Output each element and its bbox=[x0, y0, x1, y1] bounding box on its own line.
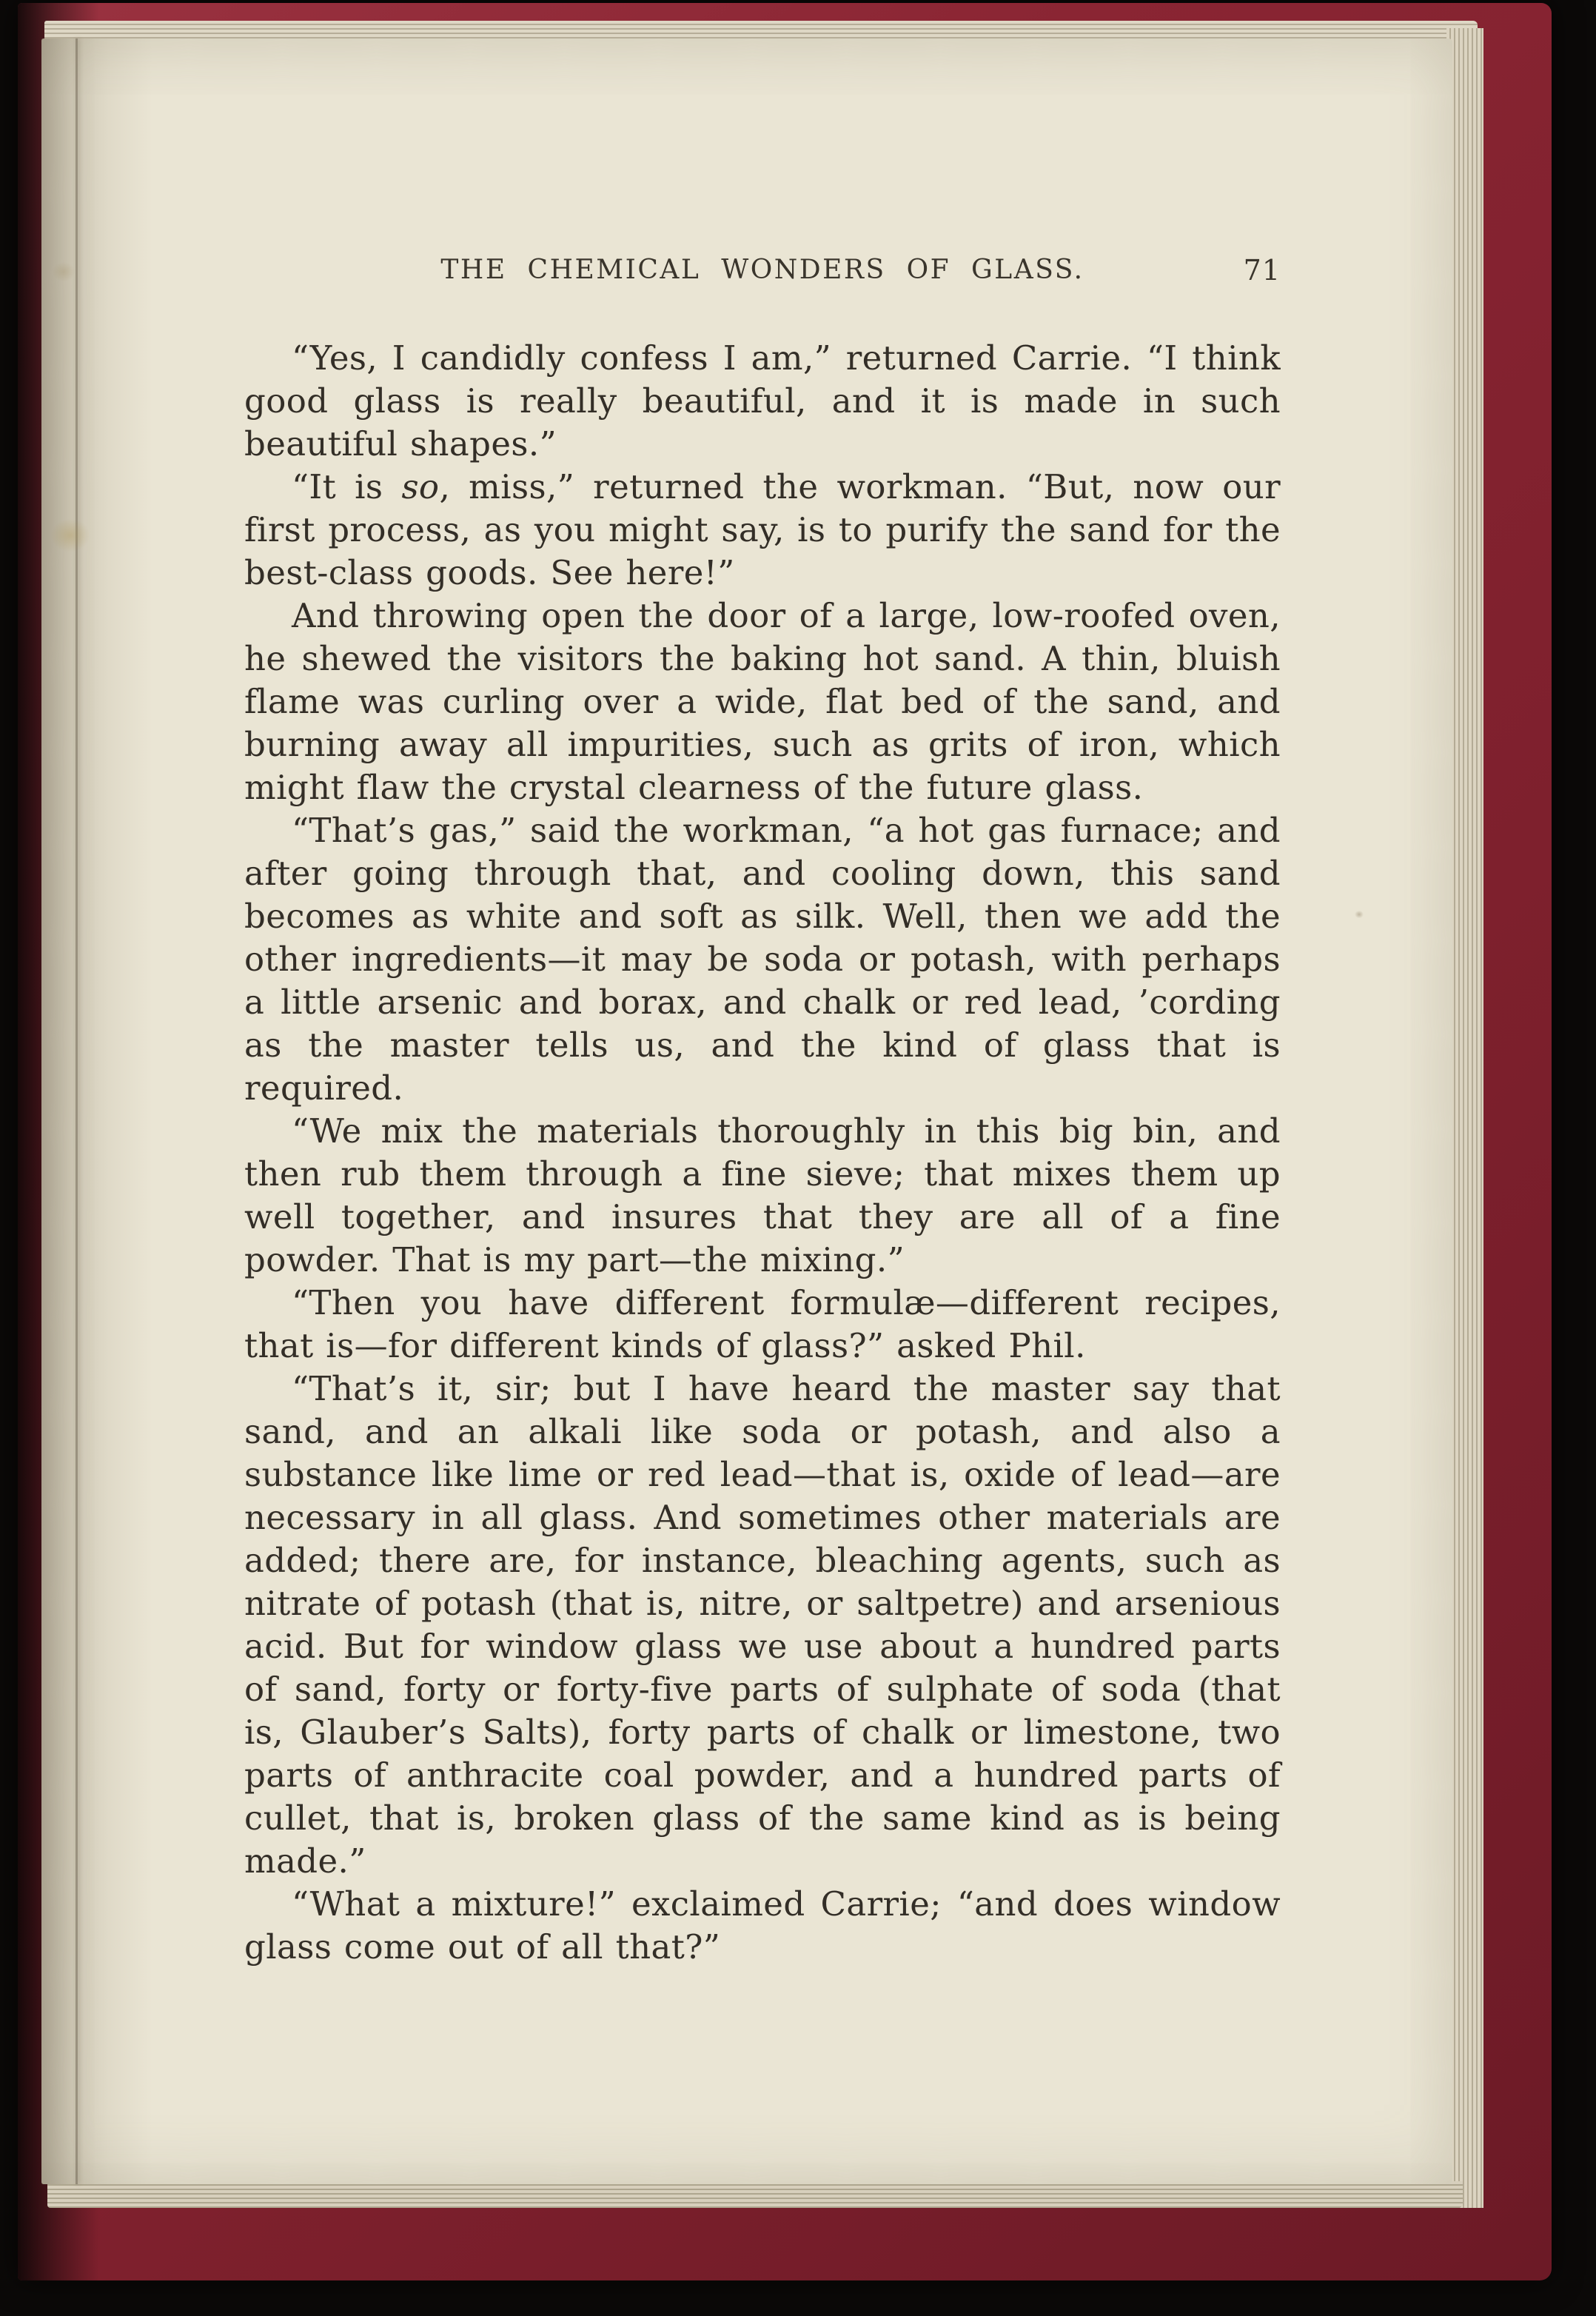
book-page bbox=[41, 39, 1452, 2184]
text-block bbox=[244, 337, 1281, 1969]
running-header bbox=[244, 255, 1281, 285]
text-run: “What a mixture!” exclaimed Carrie; “and does window glass come out of all that?” bbox=[244, 1884, 1281, 1967]
page-edges-bottom bbox=[47, 2181, 1463, 2208]
text-run: “It is bbox=[292, 467, 402, 506]
text-run: And throwing open the door of a large, low-roofed oven, he shewed the visitors the baking hot sand. A thin, bluish flame was curling over a wide, flat bed of the sand, and burning away all impurities, such as grits of iron, which might flaw the crystal clearness of the future glass. bbox=[244, 596, 1281, 807]
foxing-stain bbox=[43, 512, 98, 558]
paragraph bbox=[244, 1883, 1281, 1969]
text-run: “We mix the materials thoroughly in this big bin, and then rub them through a fine sieve; that mixes them up well together, and insures that they are all of a fine powder. That is my part—the mixing.” bbox=[244, 1111, 1281, 1279]
text-run: “That’s gas,” said the workman, “a hot gas furnace; and after going through that, and cooling down, this sand becomes as white and soft as silk. Well, then we add the other ingredients—it may be soda or potash, with perhaps a little arsenic and borax, and chalk or red lead, ’cording as the master tells us, and the kind of glass that is required. bbox=[244, 811, 1281, 1108]
text-run: “Yes, I candidly confess I am,” returned Carrie. “I think good glass is really beautiful, and it is made in such beautiful shapes.” bbox=[244, 338, 1281, 463]
paragraph bbox=[244, 337, 1281, 466]
running-header-title: THE CHEMICAL WONDERS OF GLASS. bbox=[440, 255, 1084, 285]
foxing-stain bbox=[47, 258, 80, 286]
foxing-stain bbox=[1353, 909, 1365, 920]
gutter-shadow bbox=[41, 39, 152, 2184]
italic-text-run: so bbox=[401, 467, 440, 506]
page-number: 71 bbox=[1243, 254, 1281, 287]
text-run: “Then you have different formulæ—different recipes, that is—for different kinds of glass?” asked Phil. bbox=[244, 1283, 1281, 1365]
paragraph bbox=[244, 1110, 1281, 1282]
page-content bbox=[244, 255, 1281, 1969]
paragraph bbox=[244, 809, 1281, 1110]
paragraph bbox=[244, 466, 1281, 595]
paragraph bbox=[244, 1282, 1281, 1368]
paragraph bbox=[244, 1368, 1281, 1883]
text-run: “That’s it, sir; but I have heard the master say that sand, and an alkali like soda or potash, and also a substance like lime or red lead—that is, oxide of lead—are necessary in all glass. And sometimes other materials are added; there are, for instance, bleaching agents, such as nitrate of potash (that is, nitre, or saltpetre) and arsenious acid. But for window glass we use about a hundred parts of sand, forty or forty-five parts of sulphate of soda (that is, Glauber’s Salts), forty parts of chalk or limestone, two parts of anthracite coal powder, and a hundred parts of cullet, that is, broken glass of the same kind as is being made.” bbox=[244, 1369, 1281, 1881]
gutter-crease-line bbox=[76, 39, 78, 2184]
text-run: , miss,” returned the workman. “But, now our first process, as you might say, is to purify the sand for the best-class goods. See here!” bbox=[244, 467, 1281, 592]
paragraph bbox=[244, 595, 1281, 809]
